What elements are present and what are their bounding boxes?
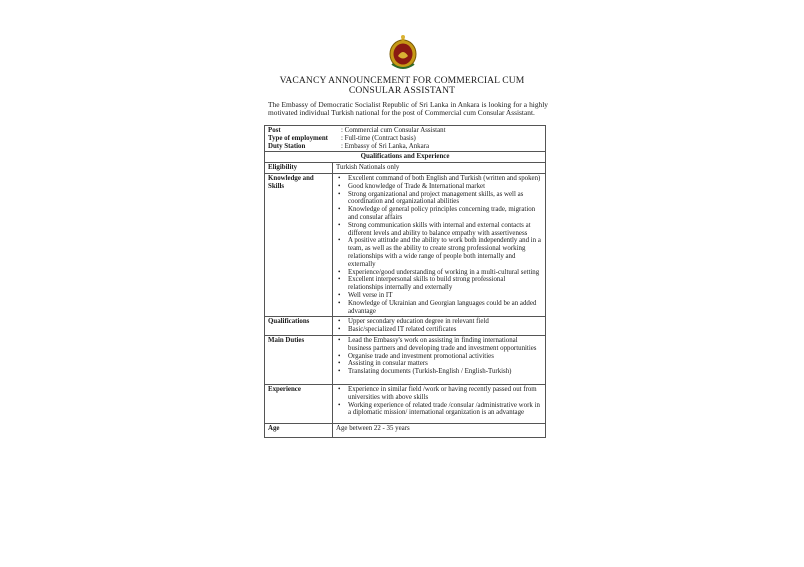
post-row <box>268 127 542 135</box>
vacancy-table <box>264 125 546 438</box>
age-value: Age between 22 - 35 years <box>333 424 546 438</box>
employment-type-row <box>268 135 542 143</box>
duties-list <box>336 337 542 376</box>
sri-lanka-emblem-icon <box>388 34 418 70</box>
post-label: Post <box>268 127 281 134</box>
list-item: • Translating documents (Turkish-English / English-Turkish) <box>348 368 542 376</box>
list-item: • Strong organizational and project management skills, as well as coordination and organizational abilities <box>348 191 542 207</box>
list-item: • Basic/specialized IT related certificates <box>348 326 542 334</box>
knowledge-label: Knowledge and Skills <box>265 173 333 316</box>
duties-cell <box>333 335 546 384</box>
duty-station-value: : Embassy of Sri Lanka, Ankara <box>341 142 430 150</box>
intro-paragraph: The Embassy of Democratic Socialist Republic of Sri Lanka in Ankara is looking for a highly motivated individual Turkish national for the post of Commercial cum Consular Assistant. <box>268 100 548 118</box>
list-item: • Excellent interpersonal skills to build strong professional relationships internally and externally <box>348 276 542 292</box>
duties-label: Main Duties <box>265 335 333 384</box>
duty-station-label: Duty Station <box>268 142 306 150</box>
knowledge-row <box>265 173 546 316</box>
list-item: • Lead the Embassy's work on assisting in finding international business partners and developing trade and investment opportunities <box>348 337 542 353</box>
experience-cell <box>333 384 546 423</box>
experience-label: Experience <box>265 384 333 423</box>
list-item: • Experience/good understanding of working in a multi-cultural setting <box>348 269 542 277</box>
qualifications-row <box>265 317 546 336</box>
list-item: • Good knowledge of Trade & International market <box>348 183 542 191</box>
experience-row <box>265 384 546 423</box>
section-header-row <box>265 152 546 163</box>
qualifications-cell <box>333 317 546 336</box>
eligibility-label: Eligibility <box>265 163 333 174</box>
list-item: • Knowledge of Ukrainian and Georgian languages could be an added advantage <box>348 300 542 316</box>
page-title <box>240 76 564 96</box>
experience-list <box>336 386 542 417</box>
duties-row <box>265 335 546 384</box>
list-item: • Knowledge of general policy principles concerning trade, migration and consular affairs <box>348 206 542 222</box>
employment-type-value: : Full-time (Contract basis) <box>341 134 416 142</box>
post-value: : Commercial cum Consular Assistant <box>341 127 446 134</box>
title-line-2: CONSULAR ASSISTANT <box>348 85 456 96</box>
list-item: • Upper secondary education degree in relevant field <box>348 318 542 326</box>
list-item: • Well verse in IT <box>348 292 542 300</box>
age-label: Age <box>265 424 333 438</box>
eligibility-value: Turkish Nationals only <box>333 163 546 174</box>
post-details-cell <box>265 126 546 152</box>
section-header: Qualifications and Experience <box>265 152 546 163</box>
employment-type-label: Type of employment <box>268 134 328 142</box>
list-item: • Experience in similar field /work or having recently passed out from universities with above skills <box>348 386 542 402</box>
list-item: • Working experience of related trade /consular /administrative work in a diplomatic mission/ international organization is an advantage <box>348 402 542 418</box>
post-details-row <box>265 126 546 152</box>
list-item: • Strong communication skills with internal and external contacts at different levels and ability to balance empathy with assertiveness <box>348 222 542 238</box>
qualifications-list <box>336 318 542 334</box>
qualifications-label: Qualifications <box>265 317 333 336</box>
title-line-1: VACANCY ANNOUNCEMENT FOR COMMERCIAL CUM <box>279 75 525 86</box>
list-item: • A positive attitude and the ability to work both independently and in a team, as well as the ability to create strong professional working relationships with a wide range of people both internally and externally <box>348 237 542 268</box>
list-item: • Organise trade and investment promotional activities <box>348 353 542 361</box>
list-item: • Assisting in consular matters <box>348 360 542 368</box>
duty-station-row <box>268 143 542 151</box>
age-row <box>265 424 546 438</box>
list-item: • Excellent command of both English and Turkish (written and spoken) <box>348 175 542 183</box>
eligibility-row <box>265 163 546 174</box>
knowledge-cell <box>333 173 546 316</box>
knowledge-list <box>336 175 542 315</box>
